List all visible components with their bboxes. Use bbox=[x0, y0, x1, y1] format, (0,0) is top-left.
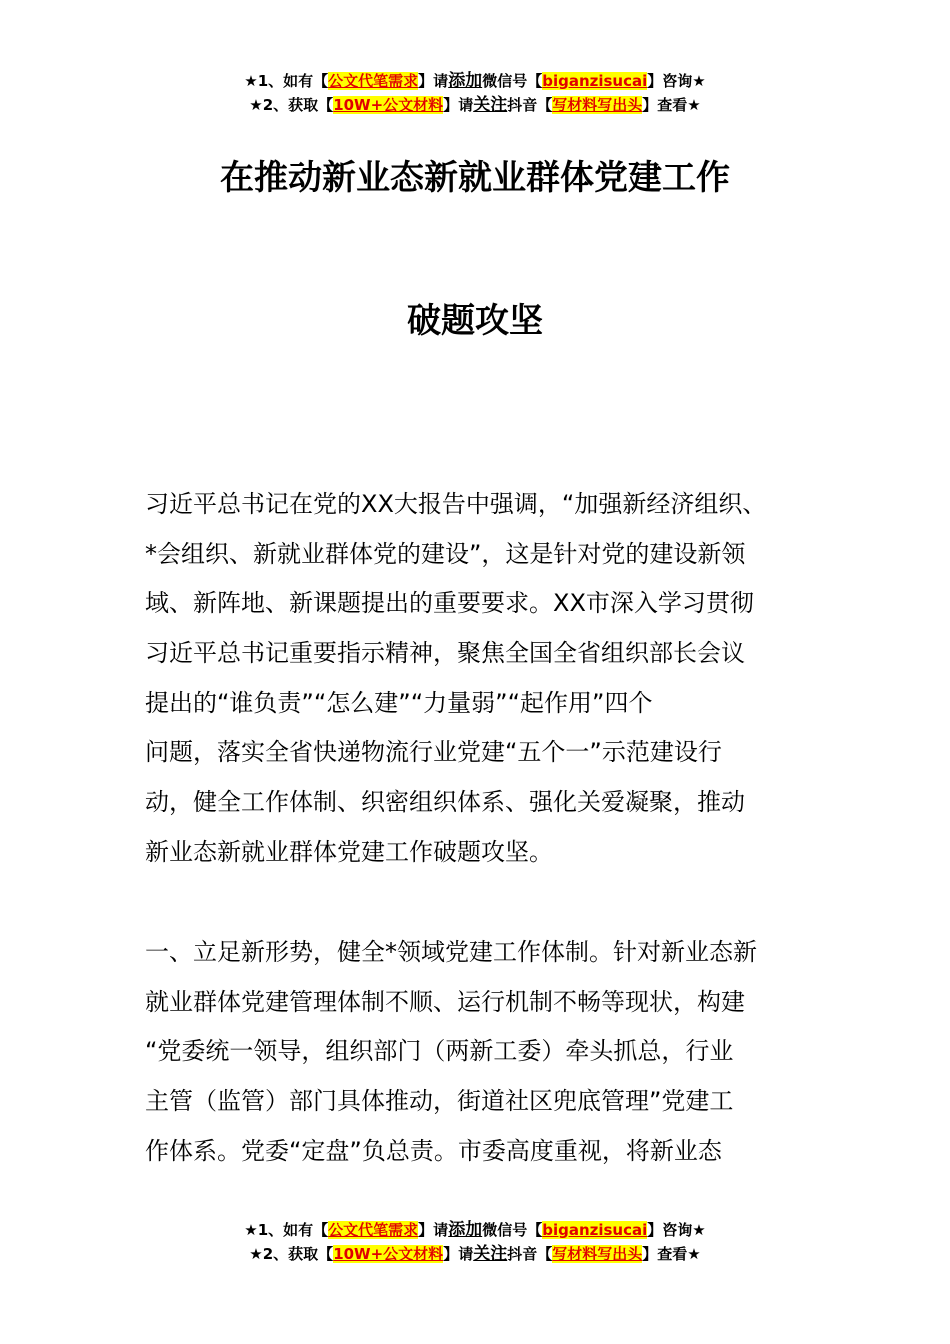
promo-line-2 bbox=[0, 93, 950, 117]
highlight: 写材料写出头 bbox=[552, 96, 643, 114]
text: 】请 bbox=[443, 1245, 474, 1263]
text: 】请 bbox=[418, 1221, 449, 1239]
highlight: 公文代笔需求 bbox=[328, 72, 419, 90]
highlight: 写材料写出头 bbox=[552, 1245, 643, 1263]
text: 】查看★ bbox=[642, 1245, 701, 1263]
text: 】咨询★ bbox=[647, 72, 706, 90]
text-line: 主管（监管）部门具体推动，街道社区兜底管理”党建工 bbox=[145, 1087, 734, 1116]
highlight: 公文代笔需求 bbox=[328, 1221, 419, 1239]
highlight: biganzisucai bbox=[542, 72, 648, 90]
promo-line-2 bbox=[0, 1242, 950, 1266]
text: ★2、获取【 bbox=[249, 1245, 334, 1263]
paragraph-2 bbox=[145, 928, 825, 1176]
text-line: “党委统一领导，组织部门（两新工委）牵头抓总，行业 bbox=[145, 1037, 734, 1066]
highlight: 10W+公文材料 bbox=[333, 96, 444, 114]
paragraph-1 bbox=[145, 480, 825, 878]
text: 抖音【 bbox=[507, 96, 553, 114]
highlight: 10W+公文材料 bbox=[333, 1245, 444, 1263]
underlined-text: 关注 bbox=[473, 1244, 508, 1264]
promo-header bbox=[0, 69, 950, 117]
text-line: 提出的“谁负责”“怎么建”“力量弱”“起作用”四个 bbox=[145, 688, 653, 717]
text-line: 习近平总书记在党的XX大报告中强调，“加强新经济组织、 bbox=[145, 490, 767, 518]
text: 】请 bbox=[443, 96, 474, 114]
promo-line-1 bbox=[0, 69, 950, 93]
promo-line-1 bbox=[0, 1218, 950, 1242]
text-line: 新业态新就业群体党建工作破题攻坚。 bbox=[145, 837, 553, 866]
text-line: 一、立足新形势，健全*领域党建工作体制。针对新业态新 bbox=[145, 938, 757, 966]
text: 】咨询★ bbox=[647, 1221, 706, 1239]
promo-footer bbox=[0, 1218, 950, 1266]
text: 】查看★ bbox=[642, 96, 701, 114]
text: 抖音【 bbox=[507, 1245, 553, 1263]
text: 微信号【 bbox=[482, 1221, 543, 1239]
title-line-1: 在推动新业态新就业群体党建工作 bbox=[220, 158, 730, 198]
text: ★1、如有【 bbox=[244, 72, 329, 90]
underlined-text: 添加 bbox=[448, 1220, 483, 1240]
text: ★2、获取【 bbox=[249, 96, 334, 114]
underlined-text: 关注 bbox=[473, 95, 508, 115]
text-line: 就业群体党建管理体制不顺、运行机制不畅等现状，构建 bbox=[145, 987, 745, 1016]
text: ★1、如有【 bbox=[244, 1221, 329, 1239]
text-line: 作体系。党委“定盘”负总责。市委高度重视，将新业态 bbox=[145, 1136, 722, 1165]
text: 】请 bbox=[418, 72, 449, 90]
text: 微信号【 bbox=[482, 72, 543, 90]
text-line: 域、新阵地、新课题提出的重要要求。XX市深入学习贯彻 bbox=[145, 589, 754, 618]
highlight: biganzisucai bbox=[542, 1221, 648, 1239]
text-line: 问题，落实全省快递物流行业党建“五个一”示范建设行 bbox=[145, 738, 722, 767]
text-line: 习近平总书记重要指示精神，聚焦全国全省组织部长会议 bbox=[145, 639, 745, 668]
text-line: *会组织、新就业群体党的建设”，这是针对党的建设新领 bbox=[145, 539, 746, 568]
title-line-2: 破题攻坚 bbox=[407, 301, 543, 341]
underlined-text: 添加 bbox=[448, 71, 483, 91]
text-line: 动，健全工作体制、织密组织体系、强化关爱凝聚，推动 bbox=[145, 788, 745, 817]
